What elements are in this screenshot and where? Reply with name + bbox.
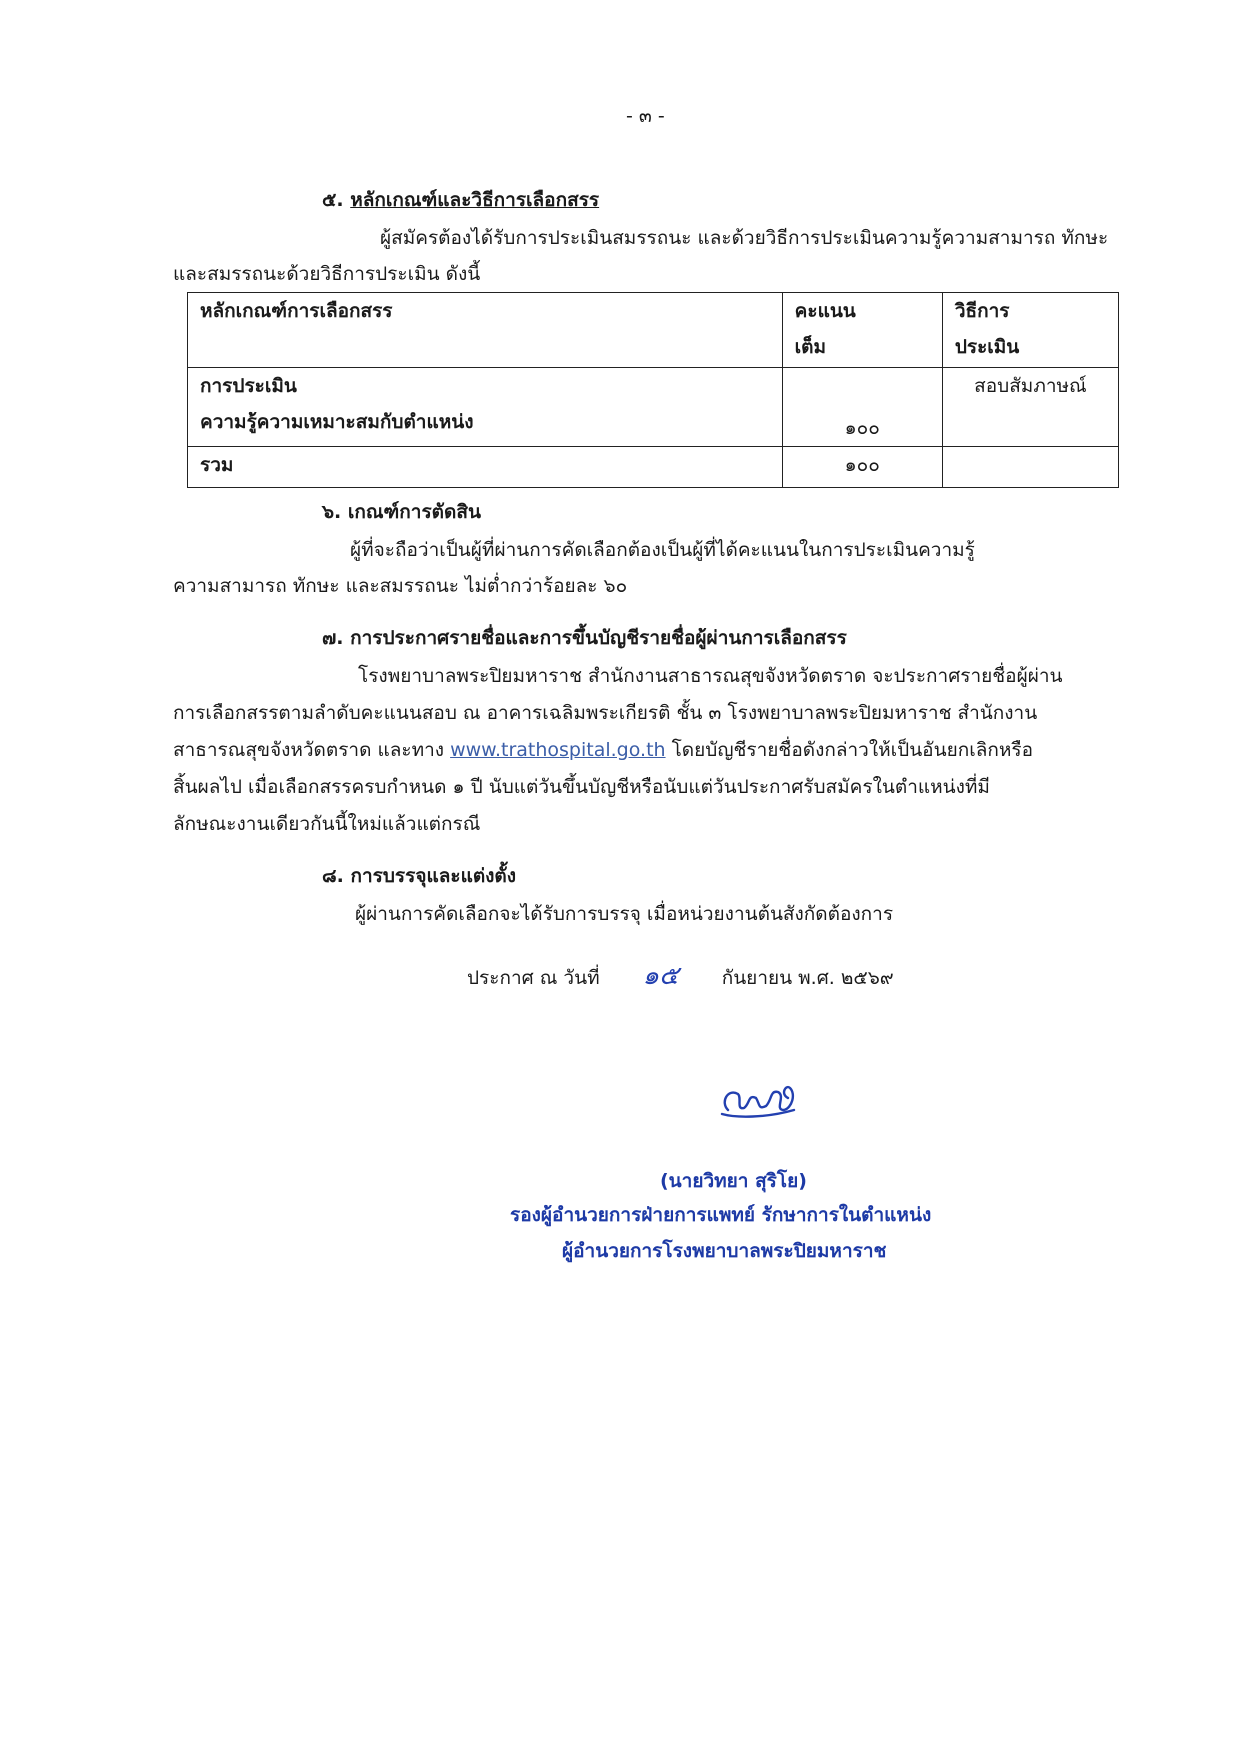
section7-line2: การเลือกสรรตามลำดับคะแนนสอบ ณ อาคารเฉลิมพระเกียรติ ชั้น ๓ โรงพยาบาลพระปิยมหาราช สำนักงาน	[173, 702, 1038, 724]
section7-heading: ๗. การประกาศรายชื่อและการขึ้นบัญชีรายชื่อผู้ผ่านการเลือกสรร	[322, 627, 847, 649]
signer-title-line1: รองผู้อำนวยการฝ่ายการแพทย์ รักษาการในตำแหน่ง	[510, 1204, 932, 1226]
signer-name: (นายวิทยา สุริโย)	[660, 1170, 807, 1192]
announce-prefix: ประกาศ ณ วันที่	[467, 967, 600, 989]
header-score-line1: คะแนน	[794, 300, 856, 322]
section7-line1: โรงพยาบาลพระปิยมหาราช สำนักงานสาธารณสุขจังหวัดตราด จะประกาศรายชื่อผู้ผ่าน	[358, 665, 1063, 687]
section5-para-line2: และสมรรถนะด้วยวิธีการประเมิน ดังนี้	[173, 263, 481, 285]
section7-line5: ลักษณะงานเดียวกันนี้ใหม่แล้วแต่กรณี	[173, 813, 481, 835]
total-score: ๑๐๐	[782, 447, 942, 488]
table-row	[188, 368, 1119, 447]
signer-title-line2: ผู้อำนวยการโรงพยาบาลพระปิยมหาราช	[562, 1240, 887, 1262]
header-method-line2: ประเมิน	[954, 336, 1020, 358]
criteria-table	[187, 292, 1119, 488]
row1-score: ๑๐๐	[782, 368, 942, 447]
table-total-row	[188, 447, 1119, 488]
header-score-line2: เต็ม	[794, 336, 827, 358]
total-label: รวม	[188, 447, 783, 488]
row1-criteria-line2: ความรู้ความเหมาะสมกับตำแหน่ง	[200, 411, 474, 433]
section8-line1: ผู้ผ่านการคัดเลือกจะได้รับการบรรจุ เมื่อหน่วยงานต้นสังกัดต้องการ	[355, 903, 894, 925]
row1-criteria-line1: การประเมิน	[200, 375, 297, 397]
header-method	[942, 293, 1118, 368]
section5-number: ๕.	[322, 189, 344, 211]
signature-scribble-icon	[716, 1080, 806, 1130]
header-score	[782, 293, 942, 368]
section7-line4: สิ้นผลไป เมื่อเลือกสรรครบกำหนด ๑ ปี นับแต่วันขึ้นบัญชีหรือนับแต่วันประกาศรับสมัครในตำแหน่งที่มี	[173, 776, 990, 798]
section6-line2: ความสามารถ ทักษะ และสมรรถนะ ไม่ต่ำกว่าร้อยละ ๖๐	[173, 575, 628, 597]
table-header-row	[188, 293, 1119, 368]
row1-method: สอบสัมภาษณ์	[942, 368, 1118, 447]
hospital-website-link[interactable]: www.trathospital.go.th	[450, 739, 666, 761]
announce-suffix: กันยายน พ.ศ. ๒๕๖๙	[721, 967, 894, 989]
header-method-line1: วิธีการ	[954, 300, 1010, 322]
section5-title: หลักเกณฑ์และวิธีการเลือกสรร	[350, 189, 600, 211]
total-method-empty	[942, 447, 1118, 488]
section6-heading: ๖. เกณฑ์การตัดสิน	[322, 501, 481, 523]
section7-line3	[173, 732, 1033, 768]
section8-heading: ๘. การบรรจุและแต่งตั้ง	[322, 865, 517, 887]
section7-line3-pre: สาธารณสุขจังหวัดตราด และทาง	[173, 739, 451, 761]
row1-criteria	[188, 368, 783, 447]
section6-line1: ผู้ที่จะถือว่าเป็นผู้ที่ผ่านการคัดเลือกต้องเป็นผู้ที่ได้คะแนนในการประเมินความรู้	[350, 539, 975, 561]
section7-line3-post: โดยบัญชีรายชื่อดังกล่าวให้เป็นอันยกเลิกหรือ	[665, 739, 1034, 761]
announce-line	[467, 958, 894, 996]
section5-heading	[322, 182, 599, 218]
page-number: - ๓ -	[626, 105, 665, 127]
section5-para-line1: ผู้สมัครต้องได้รับการประเมินสมรรถนะ และด้วยวิธีการประเมินความรู้ความสามารถ ทักษะ	[380, 227, 1109, 249]
announce-day-handwritten: ๑๕	[642, 961, 679, 991]
header-criteria: หลักเกณฑ์การเลือกสรร	[188, 293, 783, 368]
